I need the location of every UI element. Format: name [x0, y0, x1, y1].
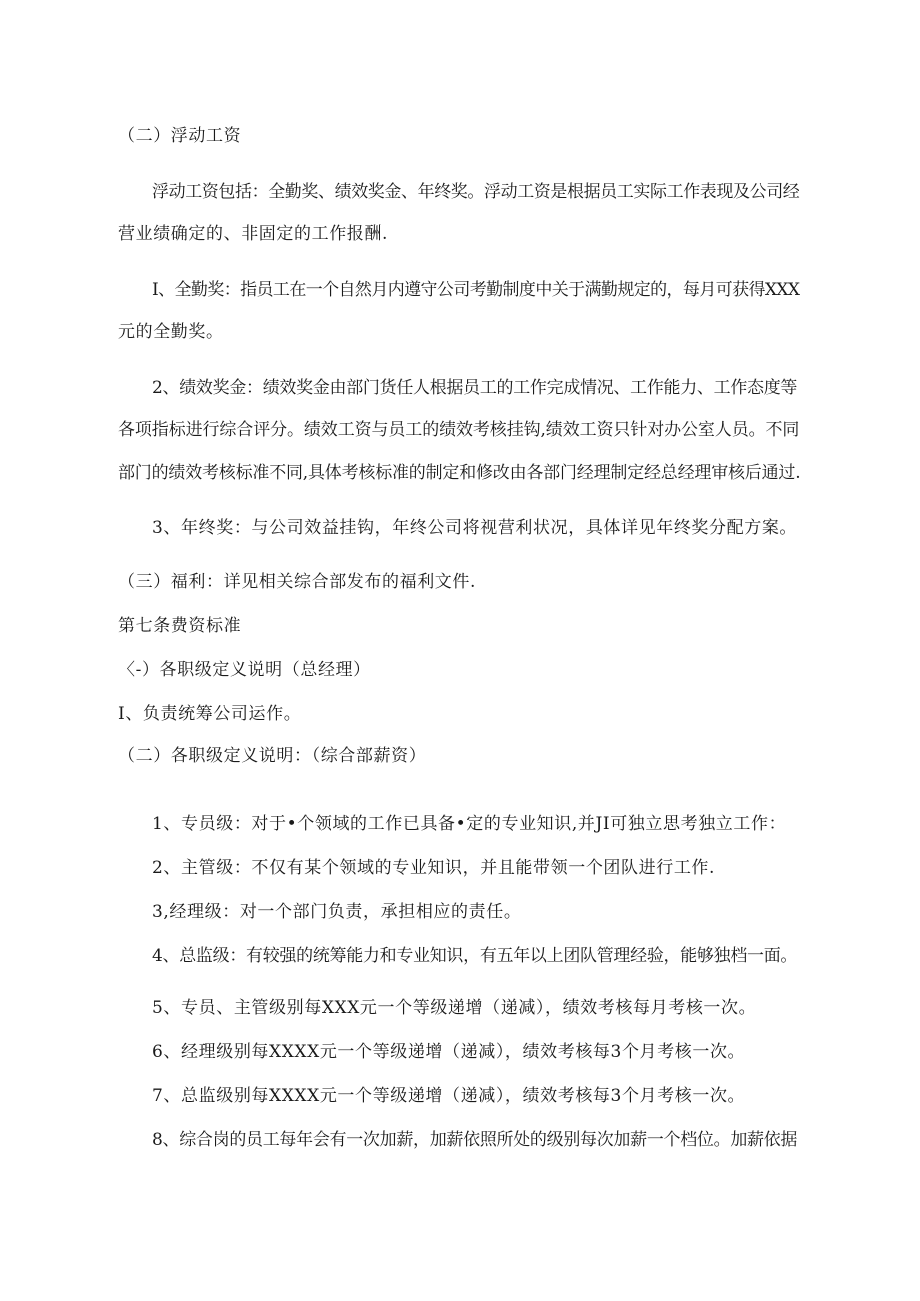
grade-definition-admin-heading: （二）各职级定义说明：（综合部薪资） — [118, 746, 427, 766]
gm-duty-line: I、负责统筹公司运作。 — [118, 704, 302, 724]
year-end-bonus-line: 3、年终奖：与公司效益挂钩，年终公司将视营利状况，具体详见年终奖分配方案。 — [152, 518, 798, 538]
level-director: 4、总监级：有较强的统筹能力和专业知识，有五年以上团队管理经验，能够独档一面。 — [152, 946, 798, 966]
attendance-bonus-line-1: I、全勤奖：指员工在一个自然月内遵守公司考勤制度中关于满勤规定的，每月可获得XXX — [152, 280, 800, 300]
performance-bonus-line-2: 各项指标进行综合评分。绩效工资与员工的绩效考核挂钩,绩效工资只针对办公室人员。不同 — [118, 420, 800, 440]
rule-annual-raise: 8、综合岗的员工每年会有一次加薪，加薪依照所处的级别每次加薪一个档位。加薪依据 — [152, 1130, 798, 1150]
article-7-title: 第七条费资标准 — [118, 616, 242, 636]
grade-definition-gm-heading: 〈-）各职级定义说明（总经理） — [118, 660, 371, 680]
floating-wage-heading: （二）浮动工资 — [118, 126, 242, 146]
performance-bonus-line-3: 部门的绩效考核标准不同,具体考核标准的制定和修改由各部门经理制定经总经理审核后通过. — [118, 463, 801, 483]
performance-bonus-line-1: 2、绩效奖金：绩效奖金由部门货任人根据员工的工作完成情况、工作能力、工作态度等 — [152, 378, 798, 398]
rule-director: 7、总监级别每XXXX元一个等级递增（递减），绩效考核每3个月考核一次。 — [152, 1086, 746, 1106]
floating-wage-intro-line-1: 浮动工资包括：全勤奖、绩效奖金、年终奖。浮动工资是根据员工实际工作表现及公司经 — [152, 182, 800, 202]
attendance-bonus-line-2: 元的全勤奖。 — [118, 322, 224, 342]
level-manager: 3,经理级：对一个部门负责，承担相应的责任。 — [152, 902, 522, 922]
level-supervisor: 2、主管级：不仅有某个领域的专业知识，并且能带领一个团队进行工作. — [152, 858, 716, 878]
rule-manager: 6、经理级别每XXXX元一个等级递增（递减），绩效考核每3个月考核一次。 — [152, 1042, 746, 1062]
floating-wage-intro-line-2: 营业绩确定的、非固定的工作报酬. — [118, 224, 389, 244]
welfare-line: （三）福利：详见相关综合部发布的福利文件. — [118, 572, 477, 592]
level-specialist: 1、专员级：对于•个领域的工作已具备•定的专业知识,并JI可独立思考独立工作： — [152, 814, 787, 834]
rule-specialist-supervisor: 5、专员、主管级别每XXX元一个等级递增（递减），绩效考核每月考核一次。 — [152, 998, 757, 1018]
